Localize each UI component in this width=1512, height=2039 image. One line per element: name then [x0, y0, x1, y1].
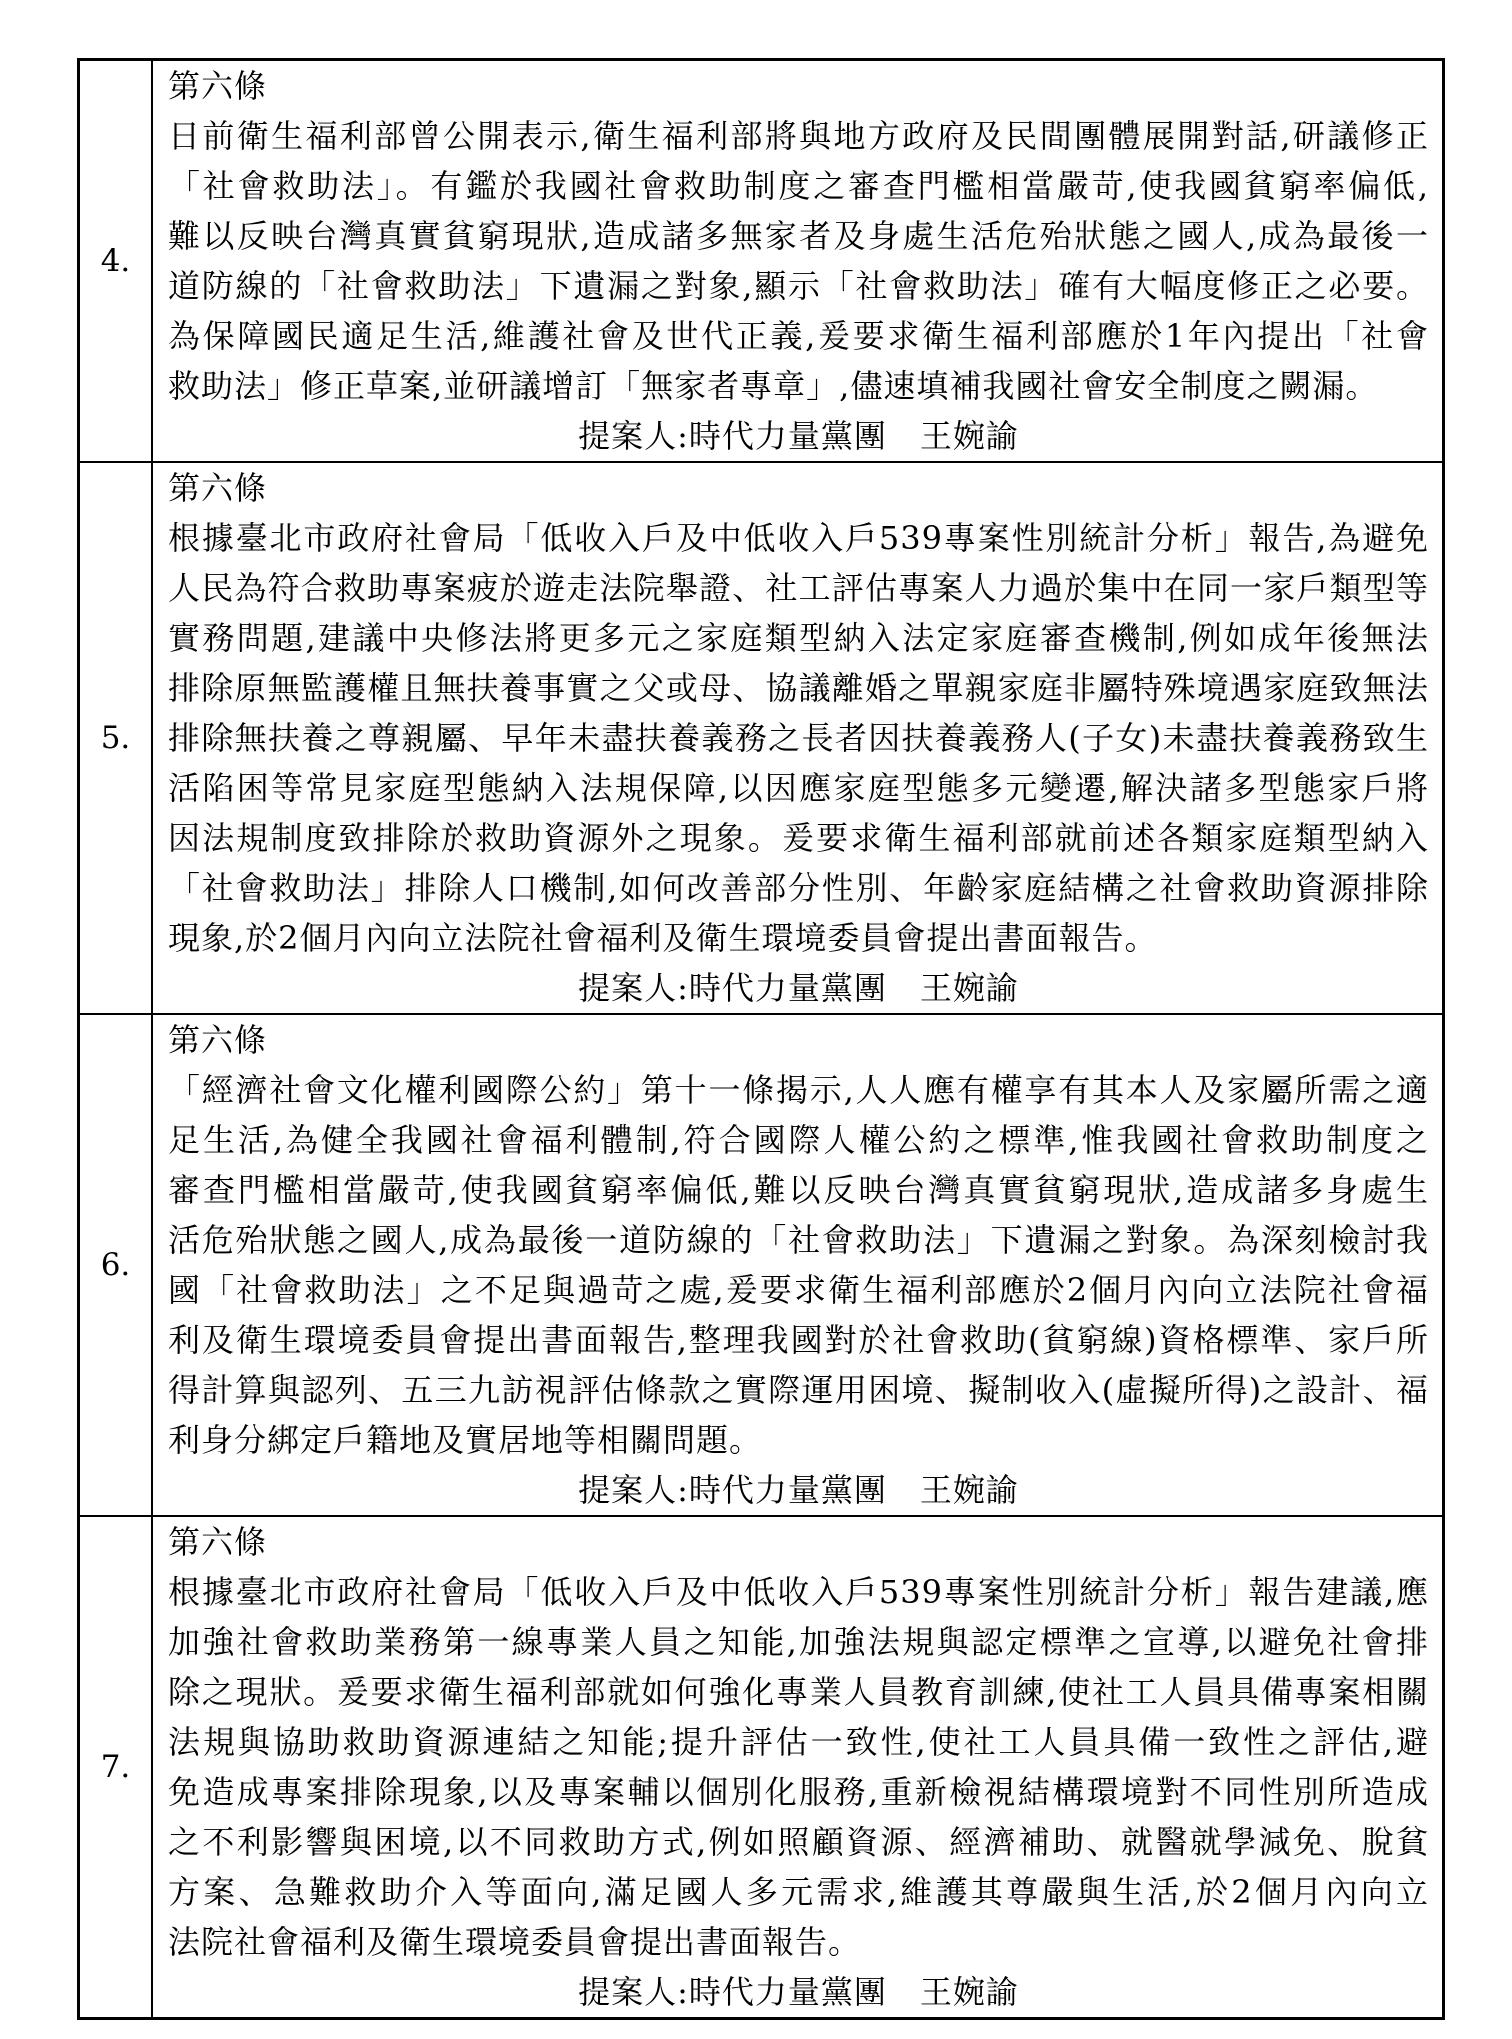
- text-line: 活危殆狀態之國人,成為最後一道防線的「社會救助法」下遺漏之對象。為深刻檢討我: [168, 1221, 1429, 1259]
- row-number: 4.: [80, 61, 153, 461]
- text-line: 排除原無監護權且無扶養事實之父或母、協議離婚之單親家庭非屬特殊境遇家庭致無法: [168, 669, 1429, 707]
- text-line: 免造成專案排除現象,以及專案輔以個別化服務,重新檢視結構環境對不同性別所造成: [168, 1773, 1429, 1811]
- row-content: [153, 1015, 1442, 1515]
- text-line: 救助法」修正草案,並研議增訂「無家者專章」,儘速填補我國社會安全制度之闕漏。: [168, 367, 1379, 405]
- row-content: [153, 1517, 1442, 2017]
- article-heading: 第六條: [168, 1021, 268, 1059]
- text-line: 人民為符合救助專案疲於遊走法院舉證、社工評估專案人力過於集中在同一家戶類型等: [168, 569, 1429, 607]
- proposer-line: 提案人:時代力量黨團 王婉諭: [578, 417, 1019, 455]
- text-line: 現象,於2個月內向立法院社會福利及衛生環境委員會提出書面報告。: [168, 919, 1158, 957]
- text-line: 因法規制度致排除於救助資源外之現象。爰要求衛生福利部就前述各類家庭類型納入: [168, 819, 1429, 857]
- article-heading: 第六條: [168, 469, 268, 507]
- row-number: 6.: [80, 1015, 153, 1515]
- row-number: 5.: [80, 463, 153, 1013]
- proposal-table: [77, 58, 1445, 2020]
- table-row: [80, 61, 1442, 461]
- text-line: 除之現狀。爰要求衛生福利部就如何強化專業人員教育訓練,使社工人員具備專案相關: [168, 1673, 1429, 1711]
- text-line: 之不利影響與困境,以不同救助方式,例如照顧資源、經濟補助、就醫就學減免、脫貧: [168, 1823, 1429, 1861]
- text-line: 「經濟社會文化權利國際公約」第十一條揭示,人人應有權享有其本人及家屬所需之適: [168, 1071, 1429, 1109]
- proposer-line: 提案人:時代力量黨團 王婉諭: [578, 1973, 1019, 2011]
- row-content: [153, 61, 1442, 461]
- text-line: 排除無扶養之尊親屬、早年未盡扶養義務之長者因扶養義務人(子女)未盡扶養義務致生: [168, 719, 1429, 757]
- text-line: 法院社會福利及衛生環境委員會提出書面報告。: [168, 1923, 862, 1961]
- table-row: [80, 461, 1442, 1013]
- text-line: 難以反映台灣真實貧窮現狀,造成諸多無家者及身處生活危殆狀態之國人,成為最後一: [168, 217, 1429, 255]
- text-line: 審查門檻相當嚴苛,使我國貧窮率偏低,難以反映台灣真實貧窮現狀,造成諸多身處生: [168, 1171, 1429, 1209]
- row-content: [153, 463, 1442, 1013]
- text-line: 足生活,為健全我國社會福利體制,符合國際人權公約之標準,惟我國社會救助制度之: [168, 1121, 1429, 1159]
- article-heading: 第六條: [168, 1523, 268, 1561]
- proposer-line: 提案人:時代力量黨團 王婉諭: [578, 1471, 1019, 1509]
- text-line: 為保障國民適足生活,維護社會及世代正義,爰要求衛生福利部應於1年內提出「社會: [168, 317, 1429, 355]
- proposer-line: 提案人:時代力量黨團 王婉諭: [578, 969, 1019, 1007]
- text-line: 實務問題,建議中央修法將更多元之家庭類型納入法定家庭審查機制,例如成年後無法: [168, 619, 1429, 657]
- table-row: [80, 1515, 1442, 2017]
- text-line: 日前衛生福利部曾公開表示,衛生福利部將與地方政府及民間團體展開對話,研議修正: [168, 117, 1429, 155]
- table-row: [80, 1013, 1442, 1515]
- text-line: 活陷困等常見家庭型態納入法規保障,以因應家庭型態多元變遷,解決諸多型態家戶將: [168, 769, 1429, 807]
- text-line: 根據臺北市政府社會局「低收入戶及中低收入戶539專案性別統計分析」報告,為避免: [168, 519, 1429, 557]
- text-line: 法規與協助救助資源連結之知能;提升評估一致性,使社工人員具備一致性之評估,避: [168, 1723, 1429, 1761]
- text-line: 「社會救助法」。有鑑於我國社會救助制度之審查門檻相當嚴苛,使我國貧窮率偏低,: [168, 167, 1429, 205]
- row-number: 7.: [80, 1517, 153, 2017]
- article-heading: 第六條: [168, 67, 268, 105]
- text-line: 國「社會救助法」之不足與過苛之處,爰要求衛生福利部應於2個月內向立法院社會福: [168, 1271, 1429, 1309]
- text-line: 道防線的「社會救助法」下遺漏之對象,顯示「社會救助法」確有大幅度修正之必要。: [168, 267, 1429, 305]
- text-line: 「社會救助法」排除人口機制,如何改善部分性別、年齡家庭結構之社會救助資源排除: [168, 869, 1429, 907]
- text-line: 加強社會救助業務第一線專業人員之知能,加強法規與認定標準之宣導,以避免社會排: [168, 1623, 1429, 1661]
- text-line: 根據臺北市政府社會局「低收入戶及中低收入戶539專案性別統計分析」報告建議,應: [168, 1573, 1429, 1611]
- text-line: 方案、急難救助介入等面向,滿足國人多元需求,維護其尊嚴與生活,於2個月內向立: [168, 1873, 1429, 1911]
- text-line: 利及衛生環境委員會提出書面報告,整理我國對於社會救助(貧窮線)資格標準、家戶所: [168, 1321, 1429, 1359]
- text-line: 得計算與認列、五三九訪視評估條款之實際運用困境、擬制收入(虛擬所得)之設計、福: [168, 1371, 1429, 1409]
- text-line: 利身分綁定戶籍地及實居地等相關問題。: [168, 1421, 763, 1459]
